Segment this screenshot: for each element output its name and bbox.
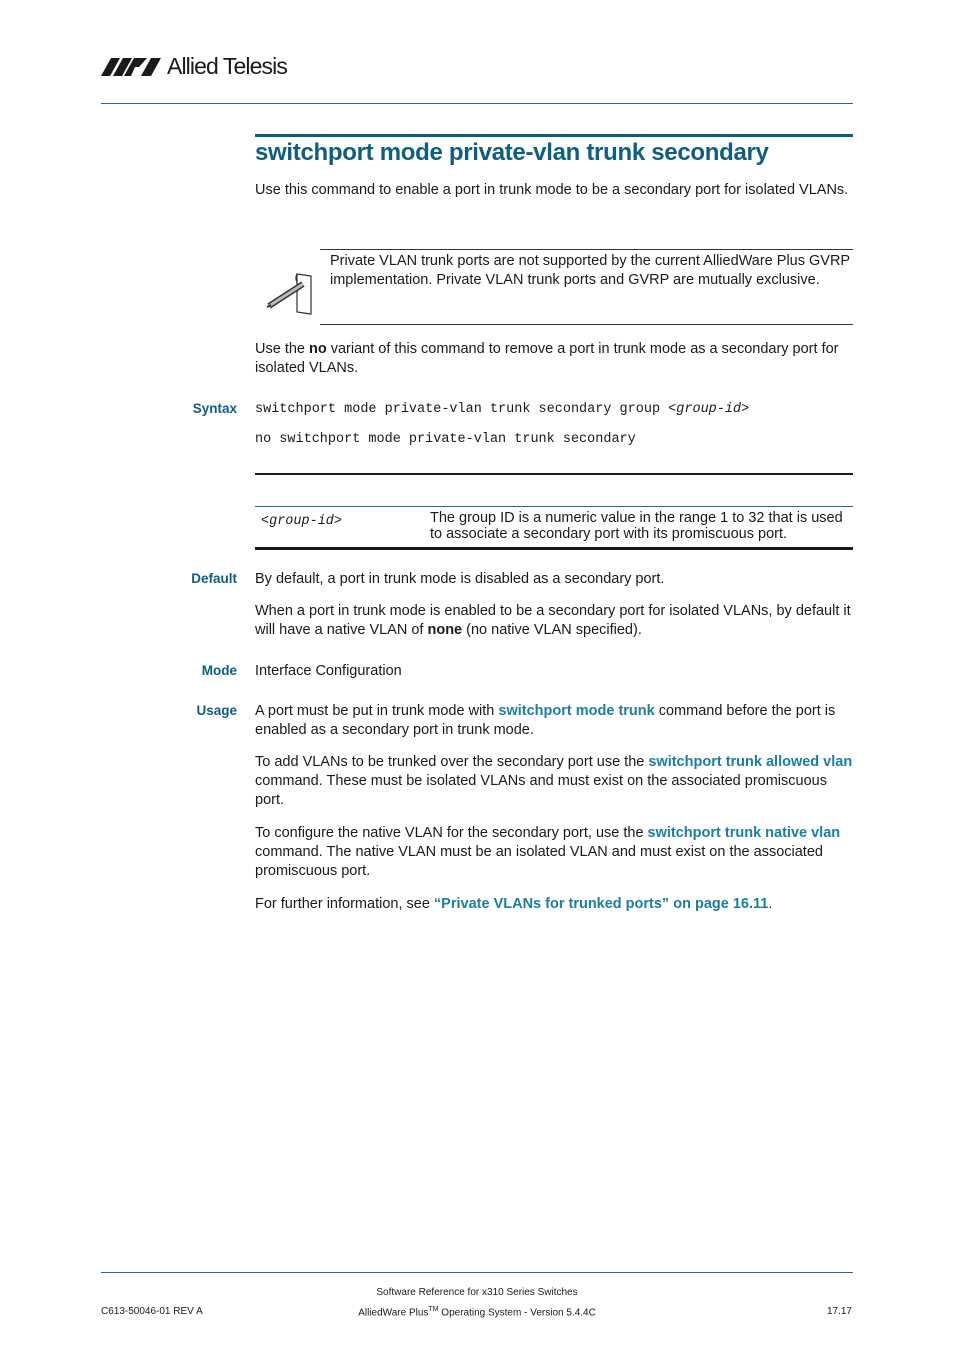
text-segment: To configure the native VLAN for the secondary port, use the — [255, 825, 648, 841]
text-segment: A port must be put in trunk mode with — [255, 703, 499, 719]
no-variant-paragraph — [255, 340, 853, 378]
text-segment: command before the port is enabled as a secondary port in trunk mode. — [255, 703, 836, 738]
bold-keyword: none — [427, 622, 463, 638]
trademark-mark: TM — [428, 1306, 439, 1313]
mode-text: Interface Configuration — [255, 663, 402, 679]
default-label: Default — [191, 571, 237, 586]
param-description: The group ID is a numeric value in the range 1 to 32 that is used to associate a secondary port with its promiscuous port. — [430, 510, 843, 542]
text-segment: Operating System - Version 5.4.4C — [438, 1307, 596, 1319]
default-paragraph-2 — [255, 602, 853, 640]
note-pencil-icon — [263, 270, 313, 318]
footer-os-version — [300, 1306, 654, 1318]
syntax-param: group-id — [676, 402, 742, 417]
usage-paragraph-2 — [255, 753, 853, 810]
allied-telesis-logo — [101, 50, 301, 82]
bold-keyword: no — [309, 341, 327, 357]
note-text: Private VLAN trunk ports are not supported by the current AlliedWare Plus GVRP implementation. Private VLAN trunk ports and GVRP are mutually exclusive. — [330, 253, 850, 288]
text-segment: Use the — [255, 341, 309, 357]
link-switchport-mode-trunk[interactable]: switchport mode trunk — [498, 703, 655, 719]
syntax-line-1 — [255, 402, 749, 417]
text-segment: . — [768, 896, 773, 912]
table-header-rule — [255, 506, 853, 507]
usage-paragraph-3 — [255, 824, 853, 881]
page-title: switchport mode private-vlan trunk secondary — [255, 139, 769, 166]
table-top-rule — [255, 473, 853, 475]
text-segment: command. The native VLAN must be an isolated VLAN and must exist on the associated promiscuous port. — [255, 844, 823, 879]
text-segment: AlliedWare Plus — [358, 1307, 429, 1319]
text-segment: command. These must be isolated VLANs and must exist on the associated promiscuous port. — [255, 773, 827, 808]
syntax-text: > — [741, 402, 750, 417]
param-name: <group-id> — [261, 514, 343, 529]
usage-paragraph-4 — [255, 895, 853, 914]
mode-label: Mode — [201, 663, 237, 678]
logo-text: Allied Telesis — [167, 52, 287, 79]
syntax-line-2: no switchport mode private-vlan trunk secondary — [255, 432, 636, 447]
usage-label: Usage — [196, 703, 237, 718]
text-segment: (no native VLAN specified). — [462, 622, 642, 638]
footer-page-number: 17.17 — [826, 1306, 852, 1317]
link-private-vlans-trunked-ports[interactable]: “Private VLANs for trunked ports” on page 16.11 — [433, 896, 769, 912]
title-rule — [255, 134, 853, 137]
text-segment: To add VLANs to be trunked over the secondary port use the — [255, 754, 649, 770]
link-switchport-trunk-allowed-vlan[interactable]: switchport trunk allowed vlan — [648, 754, 853, 770]
text-segment: variant of this command to remove a port in trunk mode as a secondary port for isolated VLANs. — [255, 341, 839, 376]
footer-rule — [101, 1272, 853, 1273]
footer-doc-id: C613-50046-01 REV A — [101, 1306, 203, 1317]
default-paragraph-1: By default, a port in trunk mode is disabled as a secondary port. — [255, 571, 665, 587]
allied-telesis-mark-icon — [101, 55, 163, 77]
text-segment: When a port in trunk mode is enabled to be a secondary port for isolated VLANs, by default it will have a native VLAN of — [255, 603, 851, 638]
syntax-text: switchport mode private-vlan trunk secondary group < — [255, 402, 677, 417]
intro-paragraph: Use this command to enable a port in trunk mode to be a secondary port for isolated VLANs. — [255, 182, 849, 198]
usage-paragraph-1 — [255, 702, 853, 740]
header-rule — [101, 103, 853, 104]
table-bottom-rule — [255, 547, 853, 550]
syntax-label: Syntax — [192, 401, 237, 416]
link-switchport-trunk-native-vlan[interactable]: switchport trunk native vlan — [647, 825, 841, 841]
footer-doc-title: Software Reference for x310 Series Switches — [376, 1287, 578, 1298]
text-segment: For further information, see — [255, 896, 434, 912]
